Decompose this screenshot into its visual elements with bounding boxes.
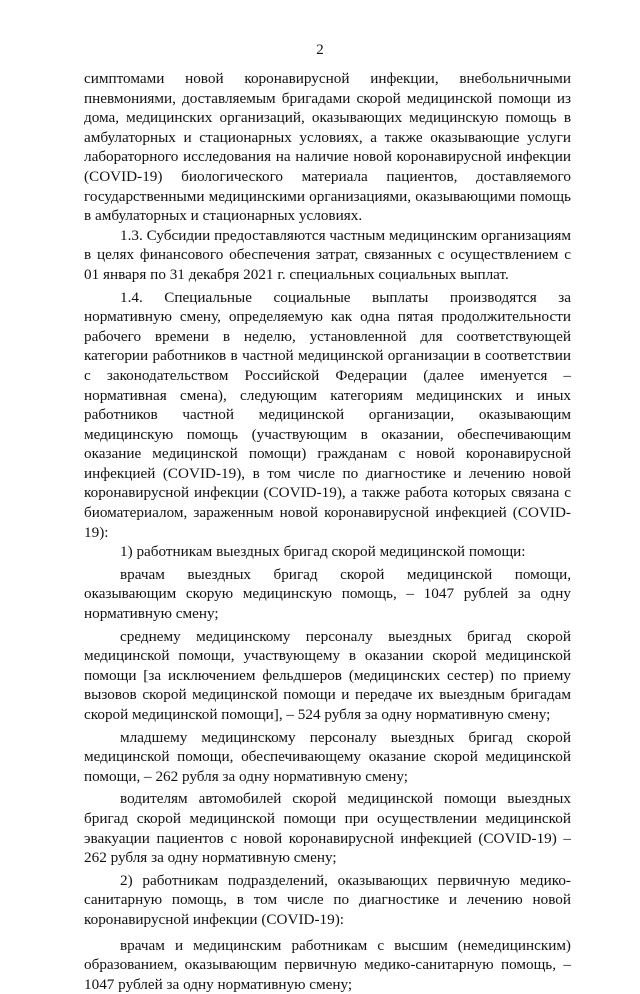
paragraph-symptoms-continuation: симптомами новой коронавирусной инфекции, внебольничными пневмониями, доставляемым бригадами скорой медицинской помощи из дома, медицинских организаций, оказывающих медицинскую помощь в амбулаторных и стационарных условиях, а также оказывающие услуги лабораторного исследования на наличие новой коронавирусной инфекции (COVID-19) биологического материала пациентов, доставляемого государственными медицинскими организациями, оказывающими помощь в амбулаторных и стационарных условиях.: [84, 70, 571, 225]
list-item-drivers: водителям автомобилей скорой медицинской помощи выездных бригад скорой медицинской помощи при осуществлении медицинской эвакуации пациентов с новой коронавирусной инфекцией (COVID-19) – 262 рубля за одну нормативную смену;: [84, 790, 571, 867]
list-item-doctors: врачам выездных бригад скорой медицинской помощи, оказывающим скорую медицинскую помощь, – 1047 рублей за одну нормативную смену;: [84, 565, 571, 623]
list-item-1-ambulance-teams: 1) работникам выездных бригад скорой медицинской помощи:: [120, 543, 526, 561]
page-number: 2: [316, 42, 324, 58]
document-body: [84, 69, 571, 994]
list-item-2-primary-care: 2) работникам подразделений, оказывающих первичную медико-санитарную помощь, в том числе по диагностике и лечению новой коронавирусной инфекции (COVID-19):: [84, 871, 571, 928]
paragraph-1-3: 1.3. Субсидии предоставляются частным медицинским организациям в целях финансового обеспечения затрат, связанных с осуществлением с 01 января по 31 декабря 2021 г. специальных социальных выплат.: [84, 226, 571, 283]
list-item-primary-care-doctors: врачам и медицинским работникам с высшим (немедицинским) образованием, оказывающим первичную медико-санитарную помощь, – 1047 рублей за одну нормативную смену;: [84, 936, 571, 993]
paragraph-1-4: 1.4. Специальные социальные выплаты производятся за нормативную смену, определяемую как одна пятая продолжительности рабочего времени в неделю, установленной для соответствующей категории работников в частной медицинской организации в соответствии с законодательством Российской Федерации (далее именуется – нормативная смена), следующим категориям медицинских и иных работников частной медицинской организации, оказывающим медицинскую помощь (участвующим в оказании, обеспечивающим оказание медицинской помощи) гражданам с новой коронавирусной инфекцией (COVID-19), в том числе по диагностике и лечению новой коронавирусной инфекции (COVID-19), а также работа которых связана с биоматериалом, зараженным новой коронавирусной инфекцией (COVID-19):: [84, 288, 571, 541]
list-item-junior-staff: младшему медицинскому персоналу выездных бригад скорой медицинской помощи, обеспечивающему оказание скорой медицинской помощи, – 262 рубля за одну нормативную смену;: [84, 728, 571, 785]
list-item-nurses: среднему медицинскому персоналу выездных бригад скорой медицинской помощи, участвующему в оказании скорой медицинской помощи [за исключением фельдшеров (медицинских сестер) по приему вызовов скорой медицинской помощи и передаче их выездным бригадам скорой медицинской помощи], – 524 рубля за одну нормативную смену;: [84, 627, 571, 723]
